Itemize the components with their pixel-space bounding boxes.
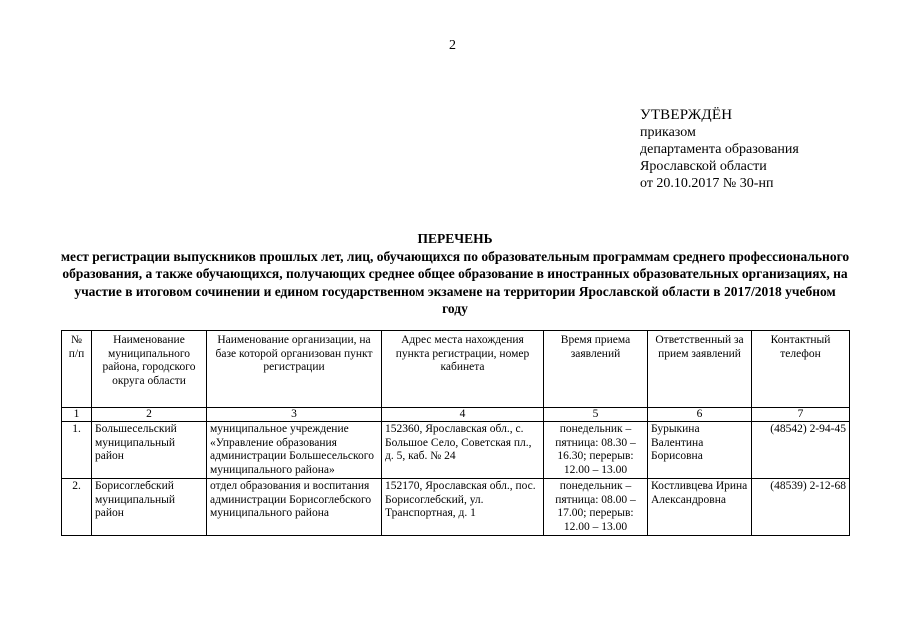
district-cell: Борисоглебский муниципальный район [92, 479, 207, 536]
table-header-row [62, 331, 850, 408]
column-number: 5 [544, 408, 648, 422]
column-number: 3 [207, 408, 382, 422]
responsible-cell: Костливцева Ирина Александровна [648, 479, 752, 536]
column-number: 4 [382, 408, 544, 422]
header-cell-district: Наименование муниципального района, городского округа области [92, 331, 207, 408]
column-number: 2 [92, 408, 207, 422]
column-number-row [62, 408, 850, 422]
document-title-block [60, 230, 850, 318]
approval-heading: УТВЕРЖДЁН [640, 107, 733, 123]
header-cell-number: № п/п [62, 331, 92, 408]
phone-cell: (48539) 2-12-68 [752, 479, 850, 536]
column-number: 1 [62, 408, 92, 422]
approval-stamp [640, 107, 799, 192]
page-number: 2 [449, 38, 456, 53]
header-cell-address: Адрес места нахождения пункта регистрации, номер кабинета [382, 331, 544, 408]
responsible-cell: Бурыкина Валентина Борисовна [648, 422, 752, 479]
table-row [62, 479, 850, 536]
table-row [62, 422, 850, 479]
header-cell-organization: Наименование организации, на базе которой организован пункт регистрации [207, 331, 382, 408]
document-subtitle: мест регистрации выпускников прошлых лет, лиц, обучающихся по образовательным программам среднего профессионального образования, а также обучающихся, получающих среднее общее образование в иностранных образовательных организациях, на участие в итоговом сочинении и едином государственном экзамене на территории Ярославской области в 2017/2018 учебном году [60, 248, 850, 316]
header-cell-responsible: Ответственный за прием заявлений [648, 331, 752, 408]
row-number: 1. [62, 422, 92, 479]
document-title: ПЕРЕЧЕНЬ [417, 231, 493, 246]
organization-cell: муниципальное учреждение «Управление образования администрации Большесельского муниципального района» [207, 422, 382, 479]
approval-line: приказом [640, 125, 696, 140]
organization-cell: отдел образования и воспитания администрации Борисоглебского муниципального района [207, 479, 382, 536]
district-cell: Большесельский муниципальный район [92, 422, 207, 479]
approval-line: департамента образования [640, 142, 799, 157]
address-cell: 152170, Ярославская обл., пос. Борисоглебский, ул. Транспортная, д. 1 [382, 479, 544, 536]
approval-line: Ярославской области [640, 159, 767, 174]
registration-places-table [61, 330, 850, 536]
address-cell: 152360, Ярославская обл., с. Большое Село, Советская пл., д. 5, каб. № 24 [382, 422, 544, 479]
row-number: 2. [62, 479, 92, 536]
column-number: 7 [752, 408, 850, 422]
header-cell-phone: Контактный телефон [752, 331, 850, 408]
column-number: 6 [648, 408, 752, 422]
phone-cell: (48542) 2-94-45 [752, 422, 850, 479]
time-cell: понедельник – пятница: 08.30 – 16.30; перерыв: 12.00 – 13.00 [544, 422, 648, 479]
header-cell-time: Время приема заявлений [544, 331, 648, 408]
approval-line: от 20.10.2017 № 30-нп [640, 176, 774, 191]
time-cell: понедельник – пятница: 08.00 – 17.00; перерыв: 12.00 – 13.00 [544, 479, 648, 536]
